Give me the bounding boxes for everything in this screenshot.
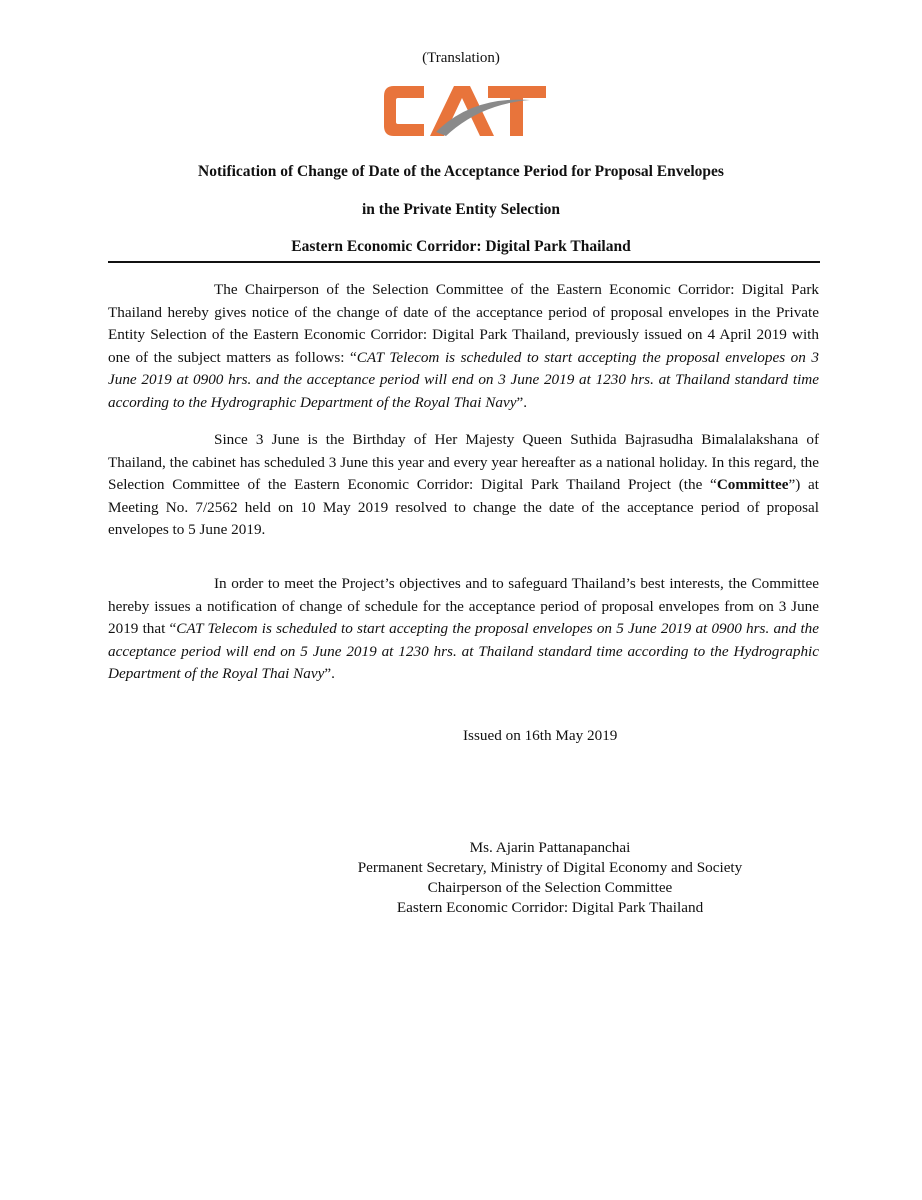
logo-letter-t [488, 86, 546, 136]
signatory-role-2: Chairperson of the Selection Committee [427, 879, 673, 896]
signatory-role-3: Eastern Economic Corridor: Digital Park Thailand [396, 899, 704, 916]
signatory-name: Ms. Ajarin Pattanapanchai [469, 839, 631, 856]
paragraph-1-end: ”. [516, 393, 527, 411]
logo-letter-a [430, 86, 494, 136]
paragraph-1 [108, 279, 819, 414]
paragraph-1-quote: CAT Telecom is scheduled to start accepting the proposal envelopes on 3 June 2019 at 0900 hrs. and the acceptance period will end on 3 June 2019 at 1230 hrs. at Thailand standard time according to the Hydrographic Department of the Royal Thai Navy [108, 348, 819, 411]
paragraph-3-quote: CAT Telecom is scheduled to start accepting the proposal envelopes on 5 June 2019 at 0900 hrs. and the acceptance period will end on 5 June 2019 at 1230 hrs. at Thailand standard time according to the Hydrographic Department of the Royal Thai Navy [108, 620, 819, 682]
notice-title-line-1: Notification of Change of Date of the Acceptance Period for Proposal Envelopes [198, 163, 724, 180]
signature-block [300, 838, 800, 918]
paragraph-2-end: ”) at Meeting No. 7/2562 held on 10 May 2019 resolved to change the date of the acceptance period of proposal envelopes to 5 June 2019. [108, 476, 819, 538]
notice-title-line-3: Eastern Economic Corridor: Digital Park Thailand [291, 238, 631, 255]
logo-letter-c [384, 86, 424, 136]
cat-logo [380, 82, 548, 140]
translation-note: (Translation) [422, 50, 500, 66]
paragraph-2-text: Since 3 June is the Birthday of Her Majesty Queen Suthida Bajrasudha Bimalalakshana of Thailand, the cabinet has scheduled 3 June this year and every year hereafter as a national holiday. In this regard, the Selection Committee of the Eastern Economic Corridor: Digital Park Thailand Project (the “ [108, 431, 819, 493]
paragraph-3-text: In order to meet the Project’s objectives and to safeguard Thailand’s best interests, the Committee hereby issues a notification of change of schedule for the acceptance period of proposal envelopes from on 3 June 2019 that “ [108, 575, 819, 637]
issued-date: Issued on 16th May 2019 [463, 727, 618, 744]
paragraph-2-defined-term: Committee [716, 476, 789, 493]
title-divider [108, 261, 820, 263]
notice-title-line-2: in the Private Entity Selection [361, 201, 561, 218]
paragraph-3-end: ”. [324, 665, 335, 682]
paragraph-1-text: The Chairperson of the Selection Committee of the Eastern Economic Corridor: Digital Park Thailand hereby gives notice of the change of date of the acceptance period of proposal envelopes in the Private Entity Selection of the Eastern Economic Corridor: Digital Park Thailand, previously issued on 4 April 2019 with one of the subject matters as follows: “ [108, 281, 819, 366]
signatory-role-1: Permanent Secretary, Ministry of Digital Economy and Society [357, 859, 743, 876]
paragraph-2 [108, 429, 819, 542]
paragraph-3 [108, 573, 819, 686]
